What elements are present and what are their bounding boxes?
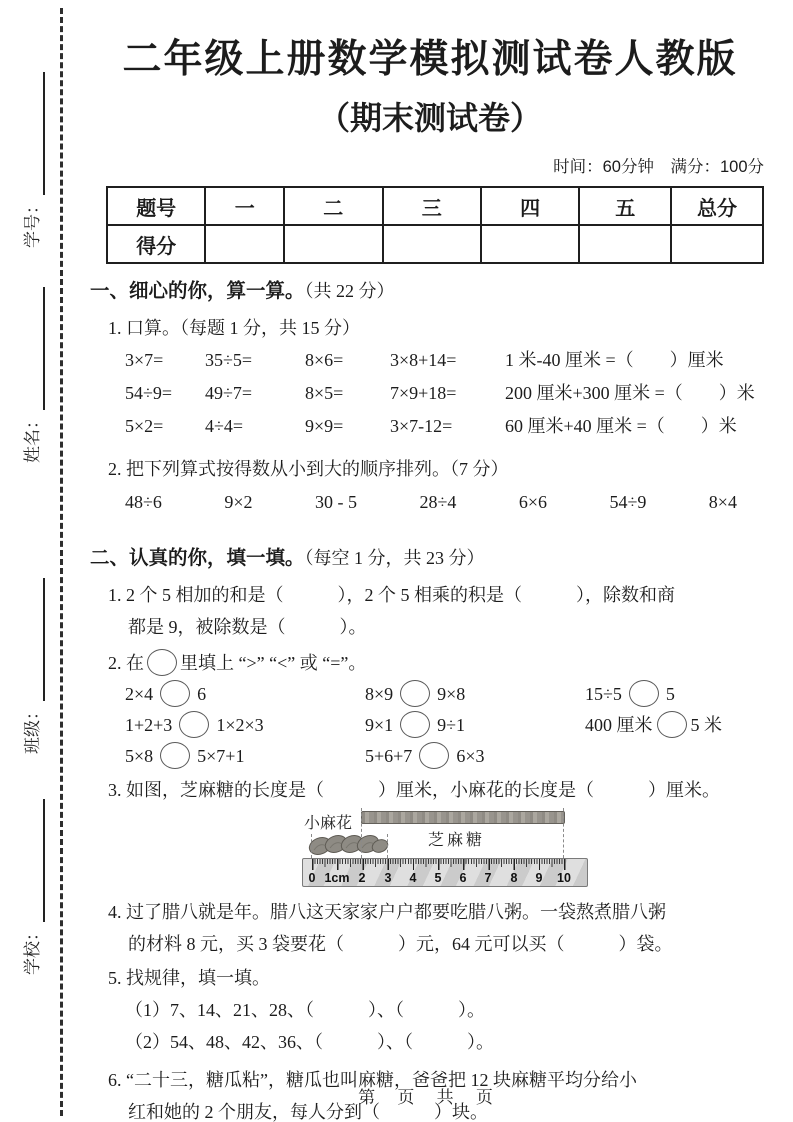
- math-expression: 28÷4: [419, 492, 457, 512]
- right-expression: 5 米: [690, 715, 722, 735]
- math-expression: 49÷7=: [205, 383, 253, 403]
- section2-title: 二、认真的你，填一填。: [90, 547, 305, 569]
- comparison-row-1: [90, 679, 770, 710]
- prompt-suffix: 里填上 “>” “<” 或 “=”。: [180, 653, 367, 673]
- s2-q1-line1: 1. 2 个 5 相加的和是（ ），2 个 5 相乘的积是（ ），除数和商: [108, 585, 675, 605]
- right-expression: 1×2×3: [216, 715, 264, 735]
- right-expression: 5×7+1: [197, 746, 245, 766]
- score-table-cell-total: 总分: [671, 187, 763, 225]
- s2-q5-item2: （2）54、48、42、36、（ ）、（ ）。: [125, 1032, 494, 1052]
- score-cell: [481, 225, 579, 263]
- comparison-item: [125, 710, 365, 741]
- ruler-mark: 9: [535, 871, 543, 885]
- s2-q5-item1: （1）7、14、21、28、（ ）、（ ）。: [125, 1000, 485, 1020]
- score-cell: [205, 225, 284, 263]
- score-table: [106, 186, 764, 264]
- dashed-guide-3: [387, 834, 388, 858]
- score-table-header-row: [107, 187, 763, 225]
- page-title: 二年级上册数学模拟测试卷人教版: [122, 38, 738, 81]
- math-expression: 3×8+14=: [390, 350, 457, 370]
- math-expression: 8×4: [708, 492, 737, 512]
- math-expression: 6×6: [518, 492, 547, 512]
- page-footer: 第 页 共 页: [358, 1088, 502, 1107]
- comparison-circle: [419, 742, 449, 769]
- sort-expressions-row: [90, 487, 737, 517]
- twisted-dough-illustration: [308, 832, 390, 858]
- comparison-circle: [657, 711, 687, 738]
- comparison-item: [585, 710, 770, 741]
- score-table-cell-4: 四: [481, 187, 579, 225]
- score-cell: [284, 225, 382, 263]
- comparison-circle: [147, 649, 177, 676]
- score-cell: [671, 225, 763, 263]
- math-expression: 3×7=: [125, 350, 164, 370]
- left-expression: 5+6+7: [365, 746, 413, 766]
- s2-q2-prompt: [90, 647, 770, 679]
- ruler-mark: 5: [434, 871, 442, 885]
- ruler-mark: 1cm: [324, 871, 350, 885]
- comparison-item: [585, 741, 770, 772]
- math-expression: 9×9=: [305, 416, 344, 436]
- score-table-score-row: [107, 225, 763, 263]
- s2-q4-line2: 的材料 8 元，买 3 袋要花（ ）元，64 元可以买（ ）袋。: [128, 934, 673, 954]
- page-subtitle: （期末测试卷）: [317, 100, 542, 136]
- math-expression: 60 厘米+40 厘米 =（ ）米: [505, 416, 737, 436]
- school-blank-line: [25, 799, 45, 922]
- math-expression: 48÷6: [125, 492, 162, 512]
- score-cell: [383, 225, 481, 263]
- math-expression: 54÷9=: [125, 383, 173, 403]
- score-table-cell-3: 三: [383, 187, 481, 225]
- section1-title: 一、细心的你，算一算。: [90, 280, 305, 302]
- math-expression: 30 - 5: [314, 492, 357, 512]
- comparison-row-2: [90, 710, 770, 741]
- ruler-mark: 6: [459, 871, 467, 885]
- left-expression: 5×8: [125, 746, 154, 766]
- section2-heading: [90, 545, 770, 571]
- math-expression: 8×6=: [305, 350, 344, 370]
- math-expression: 35÷5=: [205, 350, 253, 370]
- class-label: 班级：: [23, 703, 42, 754]
- ruler-mark: 7: [484, 871, 492, 885]
- paper-content: [90, 0, 770, 1122]
- name-blank-line: [25, 287, 45, 410]
- math-expression: 7×9+18=: [390, 383, 457, 403]
- section1-points: （共 22 分）: [304, 281, 395, 301]
- dashed-guide-2: [361, 808, 362, 858]
- score-row-label: 得分: [107, 225, 205, 263]
- section1-heading: [90, 278, 770, 304]
- class-blank-line: [25, 578, 45, 701]
- sesame-candy-bar: [361, 811, 565, 824]
- left-expression: 15÷5: [585, 684, 622, 704]
- left-expression: 2×4: [125, 684, 154, 704]
- ruler-mark: 2: [358, 871, 366, 885]
- comparison-circle: [629, 680, 659, 707]
- math-expression: 54÷9: [609, 492, 647, 512]
- oral-calc-row-2: [90, 377, 770, 410]
- oral-calc-row-3: [90, 410, 770, 443]
- comparison-item: [585, 679, 770, 710]
- s2-q3-text: 3. 如图，芝麻糖的长度是（ ）厘米，小麻花的长度是（ ）厘米。: [108, 780, 720, 800]
- score-table-cell-1: 一: [205, 187, 284, 225]
- s2-q5-label: 5. 找规律，填一填。: [108, 968, 270, 988]
- math-expression: 9×2: [224, 492, 253, 512]
- math-expression: 3×7-12=: [390, 416, 453, 436]
- comparison-row-3: [90, 741, 770, 772]
- name-label: 姓名：: [23, 412, 42, 463]
- s2-q4-line1: 4. 过了腊八就是年。腊八这天家家户户都要吃腊八粥。一袋熬煮腊八粥: [108, 902, 666, 922]
- s1-q2-label: 2. 把下列算式按得数从小到大的顺序排列。（7 分）: [108, 459, 509, 479]
- ruler: [302, 858, 588, 887]
- sidebar-field-name: [19, 287, 45, 463]
- score-cell: [579, 225, 671, 263]
- comparison-item: [125, 679, 365, 710]
- prompt-prefix: 2. 在: [108, 653, 144, 673]
- s2-q6-line1: 6. “二十三，糖瓜粘”，糖瓜也叫麻糖，爸爸把 12 块麻糖平均分给小: [108, 1070, 637, 1090]
- sesame-candy-label: 芝麻糖: [428, 832, 486, 849]
- sidebar-field-student-id: [19, 72, 45, 248]
- mahua-label: 小麻花: [304, 815, 353, 832]
- comparison-item: [365, 741, 585, 772]
- ruler-mark: 4: [409, 871, 417, 885]
- math-expression: 200 厘米+300 厘米 =（ ）米: [505, 383, 755, 403]
- dashed-guide-0: [311, 834, 312, 858]
- left-expression: 8×9: [365, 684, 394, 704]
- score-table-cell-label: 题号: [107, 187, 205, 225]
- comparison-circle: [160, 742, 190, 769]
- section2-points: （每空 1 分，共 23 分）: [304, 548, 485, 568]
- cut-dashed-line: [60, 8, 63, 1116]
- math-expression: 8×5=: [305, 383, 344, 403]
- s1-q1-label: 1. 口算。（每题 1 分，共 15 分）: [108, 318, 360, 338]
- time-score-info: 时间：60分钟 满分：100分: [553, 158, 764, 176]
- right-expression: 5: [665, 684, 675, 704]
- ruler-mark: 3: [384, 871, 392, 885]
- dashed-guide-10: [563, 808, 564, 858]
- score-table-cell-2: 二: [284, 187, 382, 225]
- math-expression: 1 米-40 厘米 =（ ）厘米: [505, 350, 724, 370]
- left-expression: 9×1: [365, 715, 394, 735]
- comparison-circle: [160, 680, 190, 707]
- math-expression: 5×2=: [125, 416, 164, 436]
- ruler-illustration: [302, 808, 594, 888]
- right-expression: 6×3: [456, 746, 485, 766]
- math-expression: 4÷4=: [205, 416, 244, 436]
- right-expression: 9×8: [437, 684, 466, 704]
- ruler-mark: 0: [308, 871, 316, 885]
- comparison-circle: [179, 711, 209, 738]
- student-id-blank-line: [25, 72, 45, 195]
- right-expression: 9÷1: [437, 715, 466, 735]
- school-label: 学校：: [23, 924, 42, 975]
- comparison-circle: [400, 711, 430, 738]
- comparison-item: [365, 710, 585, 741]
- student-id-label: 学号：: [23, 197, 42, 248]
- ruler-mark: 10: [557, 871, 571, 885]
- left-expression: 1+2+3: [125, 715, 173, 735]
- right-expression: 6: [197, 684, 207, 704]
- comparison-circle: [400, 680, 430, 707]
- comparison-item: [125, 741, 365, 772]
- oral-calc-row-1: [90, 344, 770, 377]
- ruler-mark: 8: [510, 871, 518, 885]
- sidebar-field-class: [19, 578, 45, 754]
- s2-q1-line2: 都是 9，被除数是（ ）。: [128, 617, 367, 637]
- left-expression: 400 厘米: [585, 715, 653, 735]
- sidebar-field-school: [19, 799, 45, 975]
- s2-q6-line2: 红和她的 2 个朋友，每人分到（ ）块。: [128, 1102, 488, 1122]
- score-table-cell-5: 五: [579, 187, 671, 225]
- ruler-cm-ticks: [312, 859, 566, 870]
- comparison-item: [365, 679, 585, 710]
